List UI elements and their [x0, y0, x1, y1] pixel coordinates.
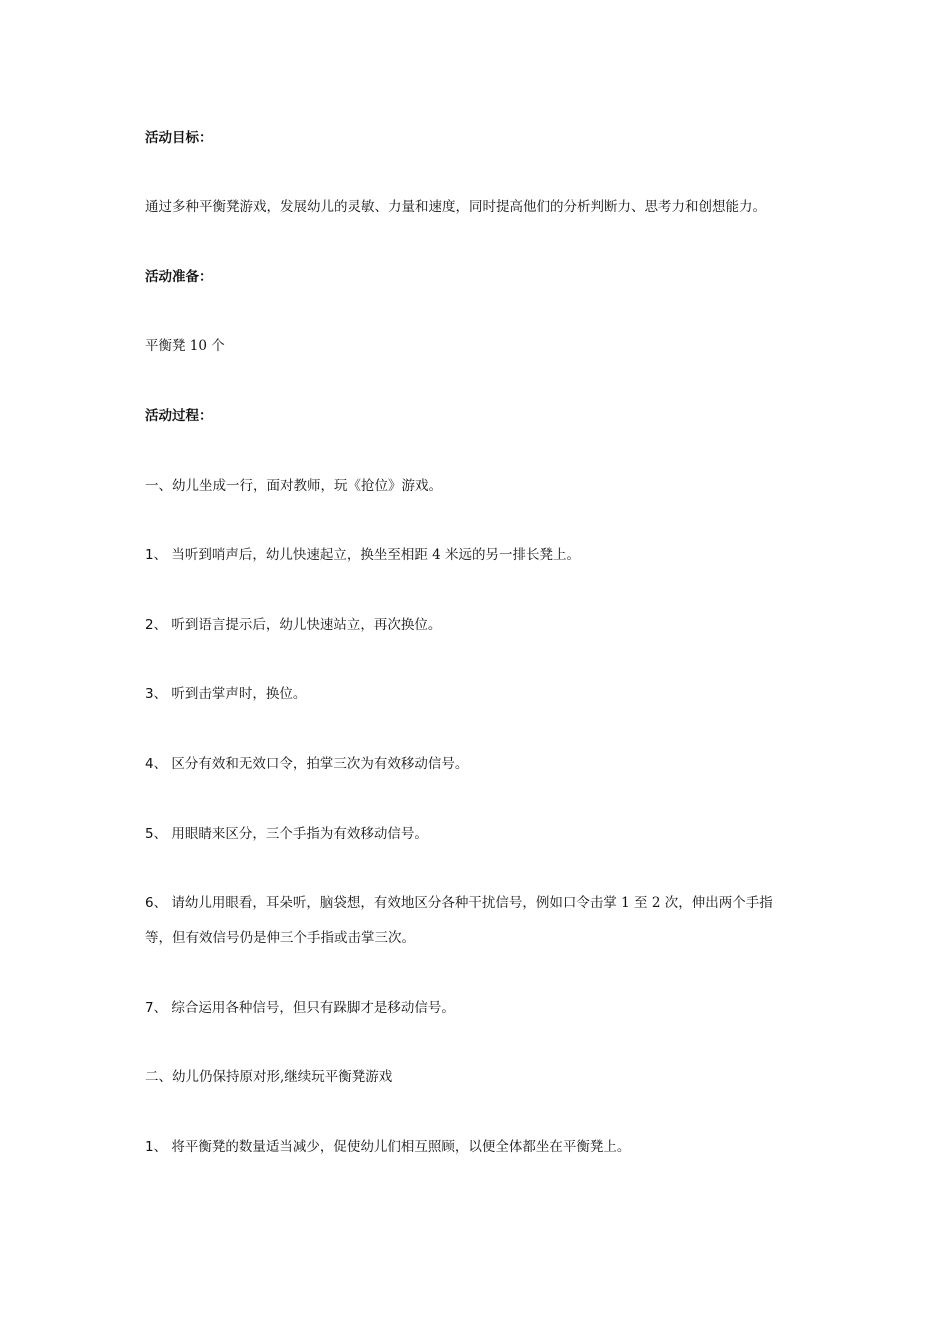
item-text: 请幼儿用眼看，耳朵听，脑袋想，有效地区分各种干扰信号，例如口令击掌 1 至 2 次，伸出两个手指	[171, 895, 773, 911]
item-text: 综合运用各种信号，但只有跺脚才是移动信号。	[171, 1000, 455, 1016]
prep-text: 平衡凳 10 个	[145, 338, 225, 354]
item-text: 听到语言提示后，幼儿快速站立，再次换位。	[171, 617, 442, 633]
item-number: 1、	[145, 547, 168, 563]
item-text: 用眼睛来区分，三个手指为有效移动信号。	[171, 826, 428, 842]
item-text: 区分有效和无效口令，拍掌三次为有效移动信号。	[171, 756, 469, 772]
list-item	[145, 894, 773, 912]
list-item	[145, 999, 455, 1017]
item-number: 6、	[145, 895, 168, 911]
item-number: 2、	[145, 617, 168, 633]
list-item	[145, 1138, 630, 1156]
list-item-continuation: 等，但有效信号仍是伸三个手指或击掌三次。	[145, 930, 415, 946]
item-number: 4、	[145, 756, 168, 772]
part2-title: 二、幼儿仍保持原对形,继续玩平衡凳游戏	[145, 1069, 393, 1085]
prep-heading: 活动准备：	[145, 269, 213, 285]
item-text: 听到击掌声时，换位。	[171, 686, 307, 702]
process-heading: 活动过程：	[145, 408, 213, 424]
item-number: 3、	[145, 686, 168, 702]
list-item	[145, 546, 580, 564]
goal-text: 通过多种平衡凳游戏，发展幼儿的灵敏、力量和速度，同时提高他们的分析判断力、思考力和创想能力。	[145, 199, 766, 215]
item-text: 将平衡凳的数量适当减少，促使幼儿们相互照顾，以便全体都坐在平衡凳上。	[171, 1139, 631, 1155]
part1-title: 一、幼儿坐成一行，面对教师，玩《抢位》游戏。	[145, 478, 442, 494]
list-item	[145, 685, 306, 703]
item-number: 7、	[145, 1000, 168, 1016]
item-number: 5、	[145, 826, 168, 842]
item-number: 1、	[145, 1139, 168, 1155]
item-text: 当听到哨声后，幼儿快速起立，换坐至相距 4 米远的另一排长凳上。	[171, 547, 581, 563]
list-item	[145, 755, 468, 773]
list-item	[145, 616, 441, 634]
goal-heading: 活动目标：	[145, 130, 213, 146]
list-item	[145, 825, 428, 843]
